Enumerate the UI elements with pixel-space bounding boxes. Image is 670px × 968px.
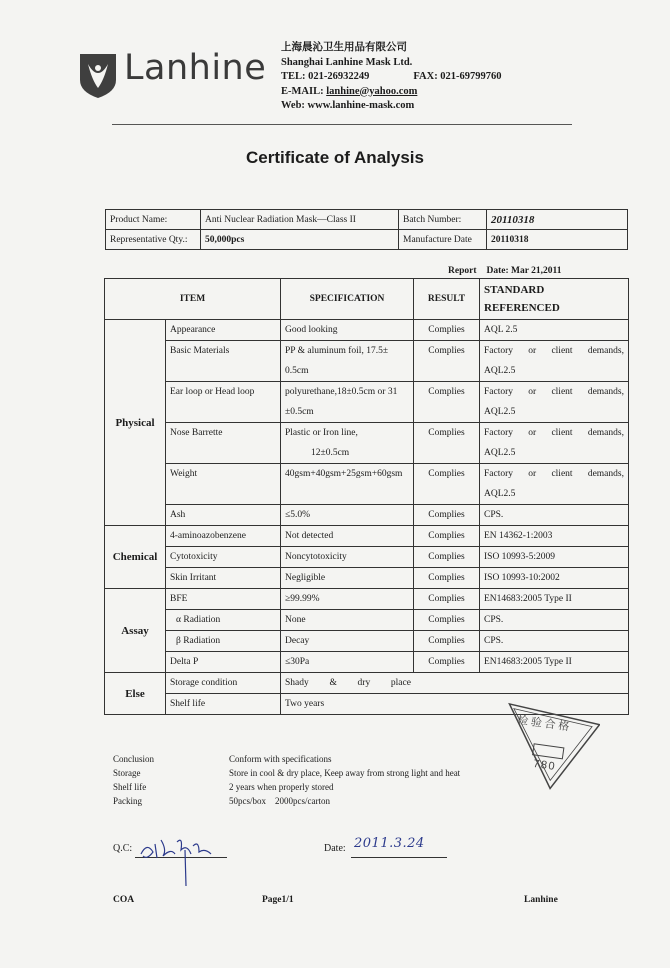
phone-fax-line [281,70,502,85]
table-row [105,341,629,382]
table-header-row [105,279,629,320]
spec-word: dry [357,678,371,688]
spec-cell: None [281,610,414,631]
std-word: client [551,428,573,438]
standard-cell [480,464,629,505]
stamp-text: 检 验 合 格 [516,714,570,734]
std-word: client [551,346,573,356]
manufacture-date-value: 20110318 [487,230,628,250]
table-row [105,423,629,464]
spec-cell [281,673,629,694]
std-word: client [551,469,573,479]
report-label: Report [448,266,477,276]
table-row [105,568,629,589]
item-cell: 4-aminoazobenzene [166,526,281,547]
spec-cell: Good looking [281,320,414,341]
header-standard [480,279,629,320]
handwritten-date: 2011.3.24 [354,836,425,851]
conclusion-key: Packing [113,796,142,806]
spec-line2: ±0.5cm [285,407,314,417]
spec-cell: Two years [281,694,629,715]
spec-word: Shady [285,678,309,688]
standard-cell: AQL 2.5 [480,320,629,341]
spec-cell: ≥99.99% [281,589,414,610]
header-item: ITEM [105,279,281,320]
qty-value: 50,000pcs [201,230,399,250]
company-info [281,41,502,114]
fax: FAX: 021-69799760 [413,71,502,82]
telephone: TEL: 021-26932249 [281,71,370,82]
table-row [105,610,629,631]
spec-line1: 40gsm+40gsm+25gsm+60gsm [285,469,403,479]
qc-handwritten-signature-icon [137,832,227,890]
table-row [105,320,629,341]
result-cell: Complies [414,423,480,464]
std-line2: AQL2.5 [484,448,516,458]
spec-line2: 0.5cm [285,366,309,376]
date-label: Date: [324,843,346,854]
company-name-en: Shanghai Lanhine Mask Ltd. [281,56,413,68]
item-cell: Ash [166,505,281,526]
item-cell: Shelf life [166,694,281,715]
date-signature-line [351,857,447,858]
product-name-label: Product Name: [106,210,201,230]
standard-cell [480,423,629,464]
result-cell: Complies [414,320,480,341]
item-cell: Skin Irritant [166,568,281,589]
std-line2: AQL2.5 [484,366,516,376]
spec-line2: 12±0.5cm [311,448,350,458]
std-word: demands, [587,469,624,479]
qc-stamp-icon [500,696,600,796]
spec-cell: Decay [281,631,414,652]
standard-cell: ISO 10993-10:2002 [480,568,629,589]
item-cell: Ear loop or Head loop [166,382,281,423]
header-standard-line1: STANDARD [484,284,545,296]
spec-cell: Not detected [281,526,414,547]
result-cell: Complies [414,341,480,382]
company-name-cn: 上海晨沁卫生用品有限公司 [281,42,407,53]
result-cell: Complies [414,652,480,673]
footer-page: Page1/1 [262,895,294,905]
email-link[interactable]: lanhine@yahoo.com [326,85,418,97]
batch-number-label: Batch Number: [399,210,487,230]
std-word: demands, [587,428,624,438]
qty-label: Representative Qty.: [106,230,201,250]
result-cell: Complies [414,464,480,505]
product-name-value: Anti Nuclear Radiation Mask—Class II [201,210,399,230]
spec-cell [281,464,414,505]
manufacture-date-label: Manufacture Date [399,230,487,250]
std-line2: AQL2.5 [484,407,516,417]
category-physical: Physical [105,320,166,526]
list-item [113,794,460,808]
lanhine-logo-icon [78,50,118,100]
header-divider [112,124,572,125]
spec-cell: ≤30Pa [281,652,414,673]
spec-line1: Plastic or Iron line, [285,428,358,438]
footer-left: COA [113,895,135,905]
item-cell: Appearance [166,320,281,341]
header-result: RESULT [414,279,480,320]
report-date-value: Date: Mar 21,2011 [486,266,562,276]
item-cell: Nose Barrette [166,423,281,464]
result-cell: Complies [414,631,480,652]
category-assay: Assay [105,589,166,673]
item-cell: Cytotoxicity [166,547,281,568]
category-else: Else [105,673,166,715]
item-cell: Delta P [166,652,281,673]
table-row [105,526,629,547]
standard-cell: EN 14362-1:2003 [480,526,629,547]
table-row [105,631,629,652]
document-title: Certificate of Analysis [246,148,424,167]
standard-cell [480,382,629,423]
list-item [113,766,460,780]
website[interactable]: Web: www.lanhine-mask.com [281,100,415,111]
standard-cell: EN14683:2005 Type II [480,589,629,610]
item-cell: α Radiation [166,610,281,631]
result-cell: Complies [414,568,480,589]
standard-cell [480,341,629,382]
report-date [448,266,562,276]
conclusion-value: 50pcs/box 2000pcs/carton [229,796,330,806]
item-cell: Basic Materials [166,341,281,382]
result-cell: Complies [414,382,480,423]
spec-cell [281,423,414,464]
conclusion-value: Store in cool & dry place, Keep away from strong light and heat [229,768,461,778]
footer-right: Lanhine [524,895,558,905]
std-word: or [528,469,537,479]
table-row [105,673,629,694]
item-cell: β Radiation [166,631,281,652]
conclusion-key: Storage [113,768,141,778]
std-word: or [528,428,537,438]
spec-word: place [390,678,411,688]
table-row [105,464,629,505]
result-cell: Complies [414,589,480,610]
spec-line1: PP & aluminum foil, 17.5± [285,346,389,356]
spec-word: & [329,678,337,688]
std-word: demands, [587,387,624,397]
result-cell: Complies [414,547,480,568]
std-word: Factory [484,387,514,397]
item-cell: Storage condition [166,673,281,694]
batch-number-value: 20110318 [487,210,628,230]
result-cell: Complies [414,610,480,631]
table-row [105,589,629,610]
spec-cell [281,382,414,423]
stamp-number: 780 [532,757,557,773]
header-standard-line2: REFERENCED [484,302,560,314]
std-word: or [528,387,537,397]
std-word: demands, [587,346,624,356]
std-word: Factory [484,428,514,438]
standard-cell: CPS. [480,631,629,652]
std-line2: AQL2.5 [484,489,516,499]
list-item [113,780,460,794]
standard-cell: CPS. [480,610,629,631]
conclusion-value: Conform with specifications [229,754,332,764]
conclusion-block [113,752,460,808]
conclusion-key: Shelf life [113,782,147,792]
std-word: Factory [484,346,514,356]
spec-line1: polyurethane,18±0.5cm or 31 [285,387,398,397]
result-cell: Complies [414,505,480,526]
category-chemical: Chemical [105,526,166,589]
std-word: client [551,387,573,397]
logo-wordmark: Lanhine [124,48,267,88]
product-info-table [105,209,628,250]
email-label: E-MAIL: [281,85,324,97]
std-word: Factory [484,469,514,479]
header-specification: SPECIFICATION [281,279,414,320]
spec-cell [281,341,414,382]
spec-cell: ≤5.0% [281,505,414,526]
analysis-table [104,278,629,715]
list-item [113,752,460,766]
spec-cell: Noncytotoxicity [281,547,414,568]
std-word: or [528,346,537,356]
conclusion-key: Conclusion [113,754,155,764]
item-cell: BFE [166,589,281,610]
standard-cell: ISO 10993-5:2009 [480,547,629,568]
spec-cell: Negligible [281,568,414,589]
standard-cell: EN14683:2005 Type II [480,652,629,673]
qc-label: Q.C: [113,843,133,854]
item-cell: Weight [166,464,281,505]
standard-cell: CPS. [480,505,629,526]
table-row [105,652,629,673]
email-line [281,85,502,100]
table-row [105,505,629,526]
table-row [105,382,629,423]
result-cell: Complies [414,526,480,547]
conclusion-value: 2 years when properly stored [229,782,334,792]
table-row [105,547,629,568]
